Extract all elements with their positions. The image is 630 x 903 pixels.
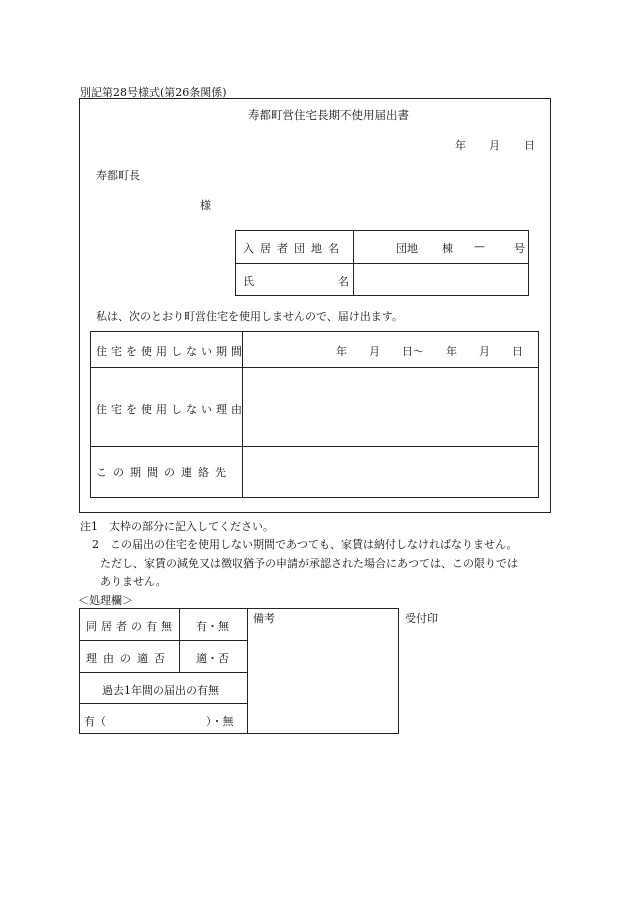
history-yes[interactable]: 有（ — [84, 715, 106, 728]
processing-column-divider — [247, 608, 248, 734]
addressee: 寿都町長 — [96, 169, 140, 182]
reason-suitability-value[interactable]: 適・否 — [196, 652, 229, 665]
cohabitant-value[interactable]: 有・無 — [196, 620, 229, 633]
reason-label: 住宅を使用しない理由 — [96, 403, 246, 416]
note-1: 注1 太枠の部分に記入してください。 — [80, 520, 274, 533]
gou-label: 号 — [514, 242, 525, 255]
tou-label: 棟 — [442, 242, 453, 255]
name-field[interactable] — [354, 264, 528, 295]
stamp-label: 受付印 — [405, 612, 438, 625]
processing-heading: ＜処理欄＞ — [78, 594, 133, 607]
contact-field[interactable] — [243, 447, 538, 497]
residence-label: 入居者団地名 — [243, 242, 345, 255]
history-close[interactable]: ）・無 — [206, 715, 234, 728]
reason-suitability-label: 理由の適否 — [86, 652, 171, 665]
note-2-line-3: ありません。 — [100, 575, 167, 588]
reason-field[interactable] — [243, 368, 538, 446]
period-field[interactable]: 年 月 日～ 年 月 日 — [336, 345, 523, 358]
name-label-2: 名 — [338, 275, 349, 288]
period-label: 住宅を使用しない期間 — [96, 345, 246, 358]
processing-divider-1 — [79, 640, 247, 641]
note-2-line-1: 2 この届出の住宅を使用しない期間であつても、家賃は納付しなければなりません。 — [92, 538, 518, 551]
addressee-honorific: 様 — [200, 199, 211, 212]
dash-label: — — [474, 240, 485, 253]
processing-divider-2 — [79, 672, 247, 673]
name-label-1: 氏 — [243, 275, 254, 288]
date-year-label: 年 — [455, 139, 466, 152]
danchi-label: 団地 — [396, 242, 418, 255]
statement: 私は、次のとおり町営住宅を使用しませんので、届け出ます。 — [96, 310, 403, 323]
cohabitant-label: 同居者の有無 — [86, 620, 176, 633]
note-2-line-2: ただし、家賃の減免又は徴収猶予の申請が承認された場合にあつては、この限りでは — [100, 557, 518, 570]
form-title: 寿都町営住宅長期不使用届出書 — [248, 108, 409, 122]
residence-field[interactable] — [354, 231, 528, 263]
date-day-label: 日 — [524, 139, 535, 152]
date-month-label: 月 — [489, 139, 500, 152]
history-label: 過去1年間の届出の有無 — [102, 684, 219, 697]
contact-label: この期間の連絡先 — [96, 466, 232, 479]
form-number: 別記第28号様式(第26条関係) — [80, 86, 227, 99]
remarks-label: 備考 — [253, 612, 275, 625]
processing-divider-3 — [79, 703, 247, 704]
